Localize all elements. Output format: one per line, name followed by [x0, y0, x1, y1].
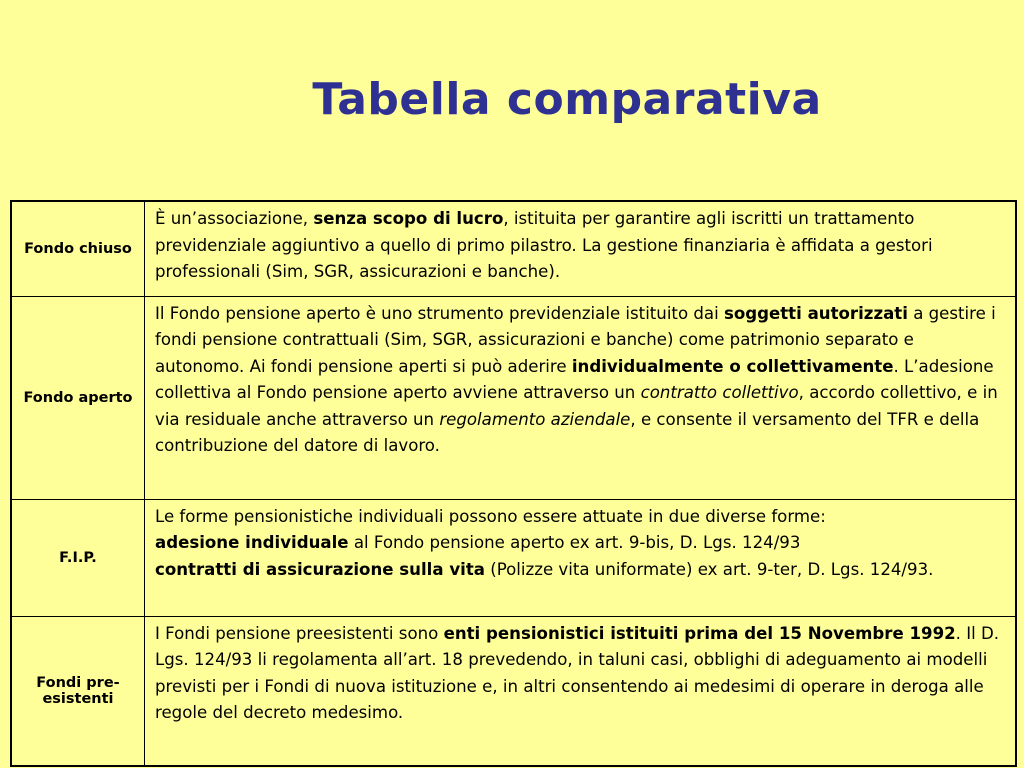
italic-text: regolamento aziendale	[439, 409, 631, 429]
table-row	[11, 296, 1016, 499]
row-label: F.I.P.	[11, 499, 145, 616]
bold-text: individualmente o collettivamente	[571, 356, 894, 376]
description-text: È un’associazione,	[155, 209, 314, 228]
slide-title: Tabella comparativa	[312, 74, 822, 125]
bold-text: adesione individuale	[155, 533, 349, 552]
description-text: Le forme pensionistiche individuali possono essere attuate in due diverse forme:	[155, 506, 826, 526]
description-text: , accordo collettivo, e in via residuale anche attraverso un	[155, 383, 998, 429]
row-label: Fondo aperto	[11, 296, 145, 499]
description-text: , e consente il versamento del TFR e della contribuzione del datore di lavoro.	[155, 409, 980, 455]
description-text: . Il D. Lgs. 124/93 li regolamenta all’art. 18 prevedendo, in taluni casi, obblighi di adeguamento ai modelli previsti per i Fondi di nuova istituzione e, in altri consentendo ai medesimi di operare in deroga alle regole del decreto medesimo.	[155, 623, 1000, 722]
table-row	[11, 201, 1016, 296]
description-text: al Fondo pensione aperto ex art. 9-bis, D. Lgs. 124/93	[348, 533, 801, 552]
description-text: . L’adesione collettiva al Fondo pensione aperto avviene attraverso un	[155, 356, 994, 402]
description-text: Il Fondo pensione aperto è uno strumento previdenziale istituito dai	[155, 303, 724, 323]
italic-text: contratto collettivo	[640, 383, 799, 402]
table-row	[11, 616, 1016, 766]
description-text: a gestire i fondi pensione contrattuali (Sim, SGR, assicurazioni e banche) come patrimonio separato e autonomo. Ai fondi pensione aperti si può aderire	[155, 303, 996, 376]
row-label: Fondi pre-esistenti	[11, 616, 145, 766]
row-description	[145, 616, 1017, 766]
description-text: I Fondi pensione preesistenti sono	[155, 623, 444, 643]
table-body	[11, 201, 1016, 766]
row-description	[145, 499, 1017, 616]
row-description	[145, 296, 1017, 499]
bold-text: senza scopo di lucro	[313, 209, 504, 228]
description-text: , istituita per garantire agli iscritti un trattamento previdenziale aggiuntivo a quello di primo pilastro. La gestione finanziaria è affidata a gestori professionali (Sim, SGR, assicurazioni e banche).	[155, 209, 933, 281]
table-row	[11, 499, 1016, 616]
bold-text: soggetti autorizzati	[723, 303, 908, 323]
row-label: Fondo chiuso	[11, 201, 145, 296]
row-description	[145, 201, 1017, 296]
description-text: (Polizze vita uniformate) ex art. 9-ter, D. Lgs. 124/93.	[484, 559, 934, 579]
comparison-table	[10, 200, 1017, 767]
bold-text: enti pensionistici istituiti prima del 15 Novembre 1992	[443, 623, 956, 643]
bold-text: contratti di assicurazione sulla vita	[155, 559, 485, 579]
